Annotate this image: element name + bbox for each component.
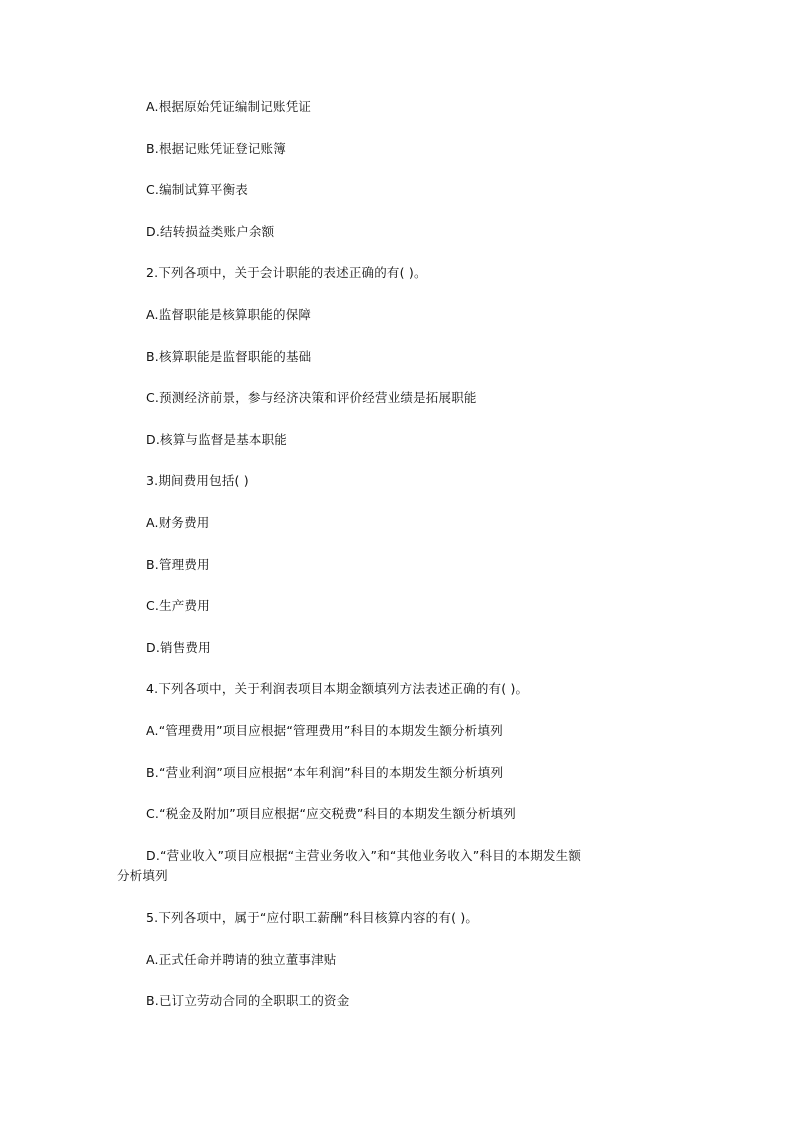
option-line: B.核算职能是监督职能的基础 <box>146 349 312 364</box>
option-line-continuation: 分析填列 <box>117 868 168 883</box>
option-line: B.已订立劳动合同的全职职工的资金 <box>146 993 350 1008</box>
question-line: 5.下列各项中，属于“应付职工薪酬”科目核算内容的有( )。 <box>146 910 479 925</box>
option-line: D.结转损益类账户余额 <box>146 224 275 239</box>
option-line: B.“营业利润”项目应根据“本年利润”科目的本期发生额分析填列 <box>146 765 504 780</box>
option-line: D.销售费用 <box>146 640 211 655</box>
option-line: A.“管理费用”项目应根据“管理费用”科目的本期发生额分析填列 <box>146 723 503 738</box>
option-line: B.管理费用 <box>146 557 210 572</box>
option-line: C.生产费用 <box>146 598 210 613</box>
option-line: A.财务费用 <box>146 515 210 530</box>
option-line: D.“营业收入”项目应根据“主营业务收入”和“其他业务收入”科目的本期发生额 <box>146 848 582 863</box>
question-line: 3.期间费用包括( ) <box>146 473 249 488</box>
question-line: 4.下列各项中，关于利润表项目本期金额填列方法表述正确的有( )。 <box>146 681 529 696</box>
option-line: A.监督职能是核算职能的保障 <box>146 307 312 322</box>
option-line: D.核算与监督是基本职能 <box>146 432 287 447</box>
option-line: A.正式任命并聘请的独立董事津贴 <box>146 952 337 967</box>
option-line: C.编制试算平衡表 <box>146 182 249 197</box>
question-line: 2.下列各项中，关于会计职能的表述正确的有( )。 <box>146 265 427 280</box>
option-line: A.根据原始凭证编制记账凭证 <box>146 99 312 114</box>
option-line: C.“税金及附加”项目应根据“应交税费”科目的本期发生额分析填列 <box>146 806 517 821</box>
option-line: B.根据记账凭证登记账簿 <box>146 141 286 156</box>
option-line: C.预测经济前景，参与经济决策和评价经营业绩是拓展职能 <box>146 390 477 405</box>
